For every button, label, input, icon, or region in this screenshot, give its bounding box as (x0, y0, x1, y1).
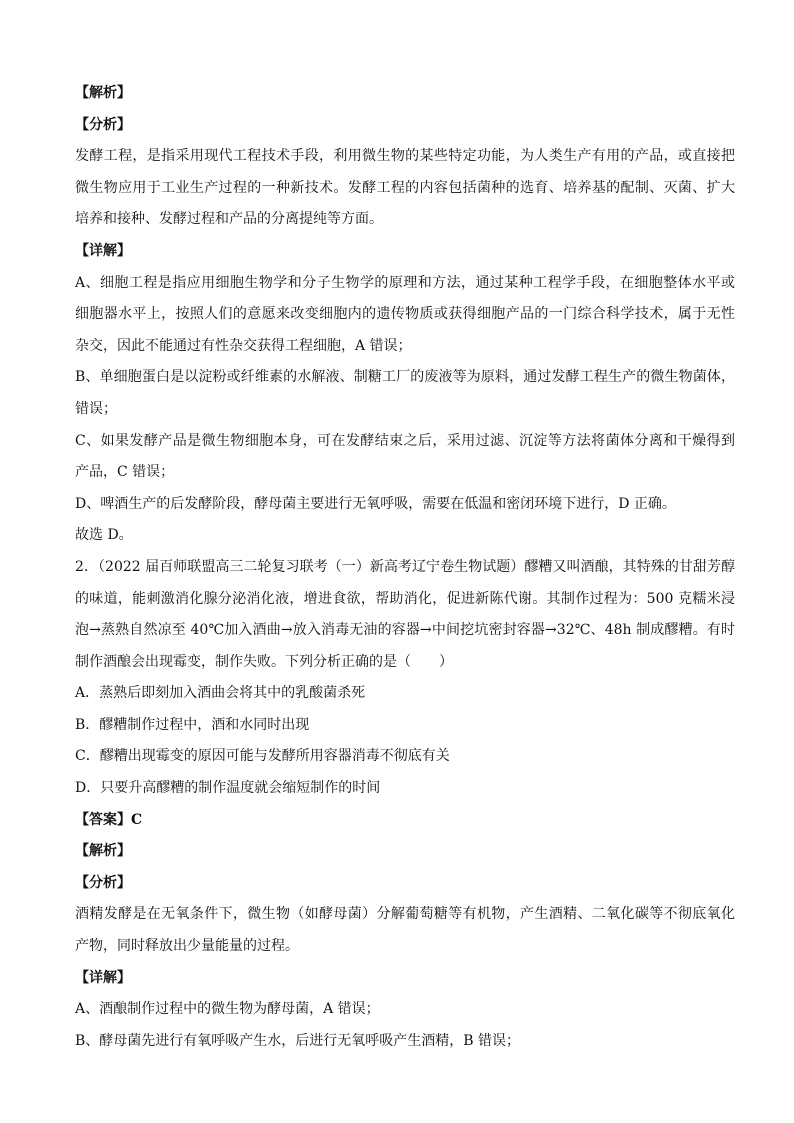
text-line: 2．（2022 届百师联盟高三二轮复习联考（一）新高考辽宁卷生物试题）醪糟又叫酒酿，其特殊的甘甜芳醇 (75, 558, 735, 575)
section-heading: 【分析】 (75, 874, 131, 891)
section-heading: 【解析】 (75, 843, 131, 860)
text-line: 酒精发酵是在无氧条件下，微生物（如酵母菌）分解葡萄糖等有机物，产生酒精、二氧化碳等不彻底氧化 (75, 906, 735, 923)
text-line: D、啤酒生产的后发酵阶段，酵母菌主要进行无氧呼吸，需要在低温和密闭环境下进行，D 正确。 (75, 495, 676, 512)
section-heading: 【答案】C (75, 811, 143, 828)
text-line: 产物，同时释放出少量能量的过程。 (75, 938, 299, 955)
text-line: 泡→蒸熟自然凉至 40℃加入酒曲→放入消毒无油的容器→中间挖坑密封容器→32℃、48h 制成醪糟。有时 (75, 622, 735, 639)
text-line: B．醪糟制作过程中，酒和水同时出现 (75, 716, 310, 733)
text-line: A、细胞工程是指应用细胞生物学和分子生物学的原理和方法，通过某种工程学手段，在细胞整体水平或 (75, 274, 735, 291)
text-line: 错误； (75, 400, 117, 417)
text-line: C．醪糟出现霉变的原因可能与发酵所用容器消毒不彻底有关 (75, 748, 450, 765)
text-line: 制作酒酿会出现霉变，制作失败。下列分析正确的是（ ） (75, 653, 453, 670)
section-heading: 【解析】 (75, 85, 131, 101)
section-heading: 【详解】 (75, 969, 131, 986)
text-line: 产品，C 错误； (75, 464, 175, 481)
text-line: 故选 D。 (75, 527, 133, 544)
text-line: A．蒸熟后即刻加入酒曲会将其中的乳酸菌杀死 (75, 685, 366, 702)
text-line: A、酒酿制作过程中的微生物为酵母菌，A 错误； (75, 1001, 380, 1018)
text-line: 细胞器水平上，按照人们的意愿来改变细胞内的遗传物质或获得细胞产品的一门综合科学技术，属于无性 (75, 306, 735, 323)
text-line: 杂交，因此不能通过有性杂交获得工程细胞，A 错误； (75, 337, 412, 354)
text-line: 微生物应用于工业生产过程的一种新技术。发酵工程的内容包括菌种的选育、培养基的配制、灭菌、扩大 (75, 179, 735, 196)
text-line: D．只要升高醪糟的制作温度就会缩短制作的时间 (75, 780, 381, 797)
section-heading: 【详解】 (75, 242, 131, 259)
text-line: 的味道，能刺激消化腺分泌消化液，增进食欲，帮助消化，促进新陈代谢。其制作过程为：500 克糯米浸 (75, 590, 735, 607)
section-heading: 【分析】 (75, 116, 131, 133)
text-line: 培养和接种、发酵过程和产品的分离提纯等方面。 (75, 211, 383, 228)
text-line: B、酵母菌先进行有氧呼吸产生水，后进行无氧呼吸产生酒精，B 错误； (75, 1032, 521, 1049)
text-line: B、单细胞蛋白是以淀粉或纤维素的水解液、制糖工厂的废液等为原料，通过发酵工程生产的微生物菌体， (75, 369, 735, 386)
document-page (75, 78, 735, 1057)
text-line: C、如果发酵产品是微生物细胞本身，可在发酵结束之后，采用过滤、沉淀等方法将菌体分离和干燥得到 (75, 432, 735, 449)
text-line: 发酵工程，是指采用现代工程技术手段，利用微生物的某些特定功能，为人类生产有用的产品，或直接把 (75, 148, 735, 165)
